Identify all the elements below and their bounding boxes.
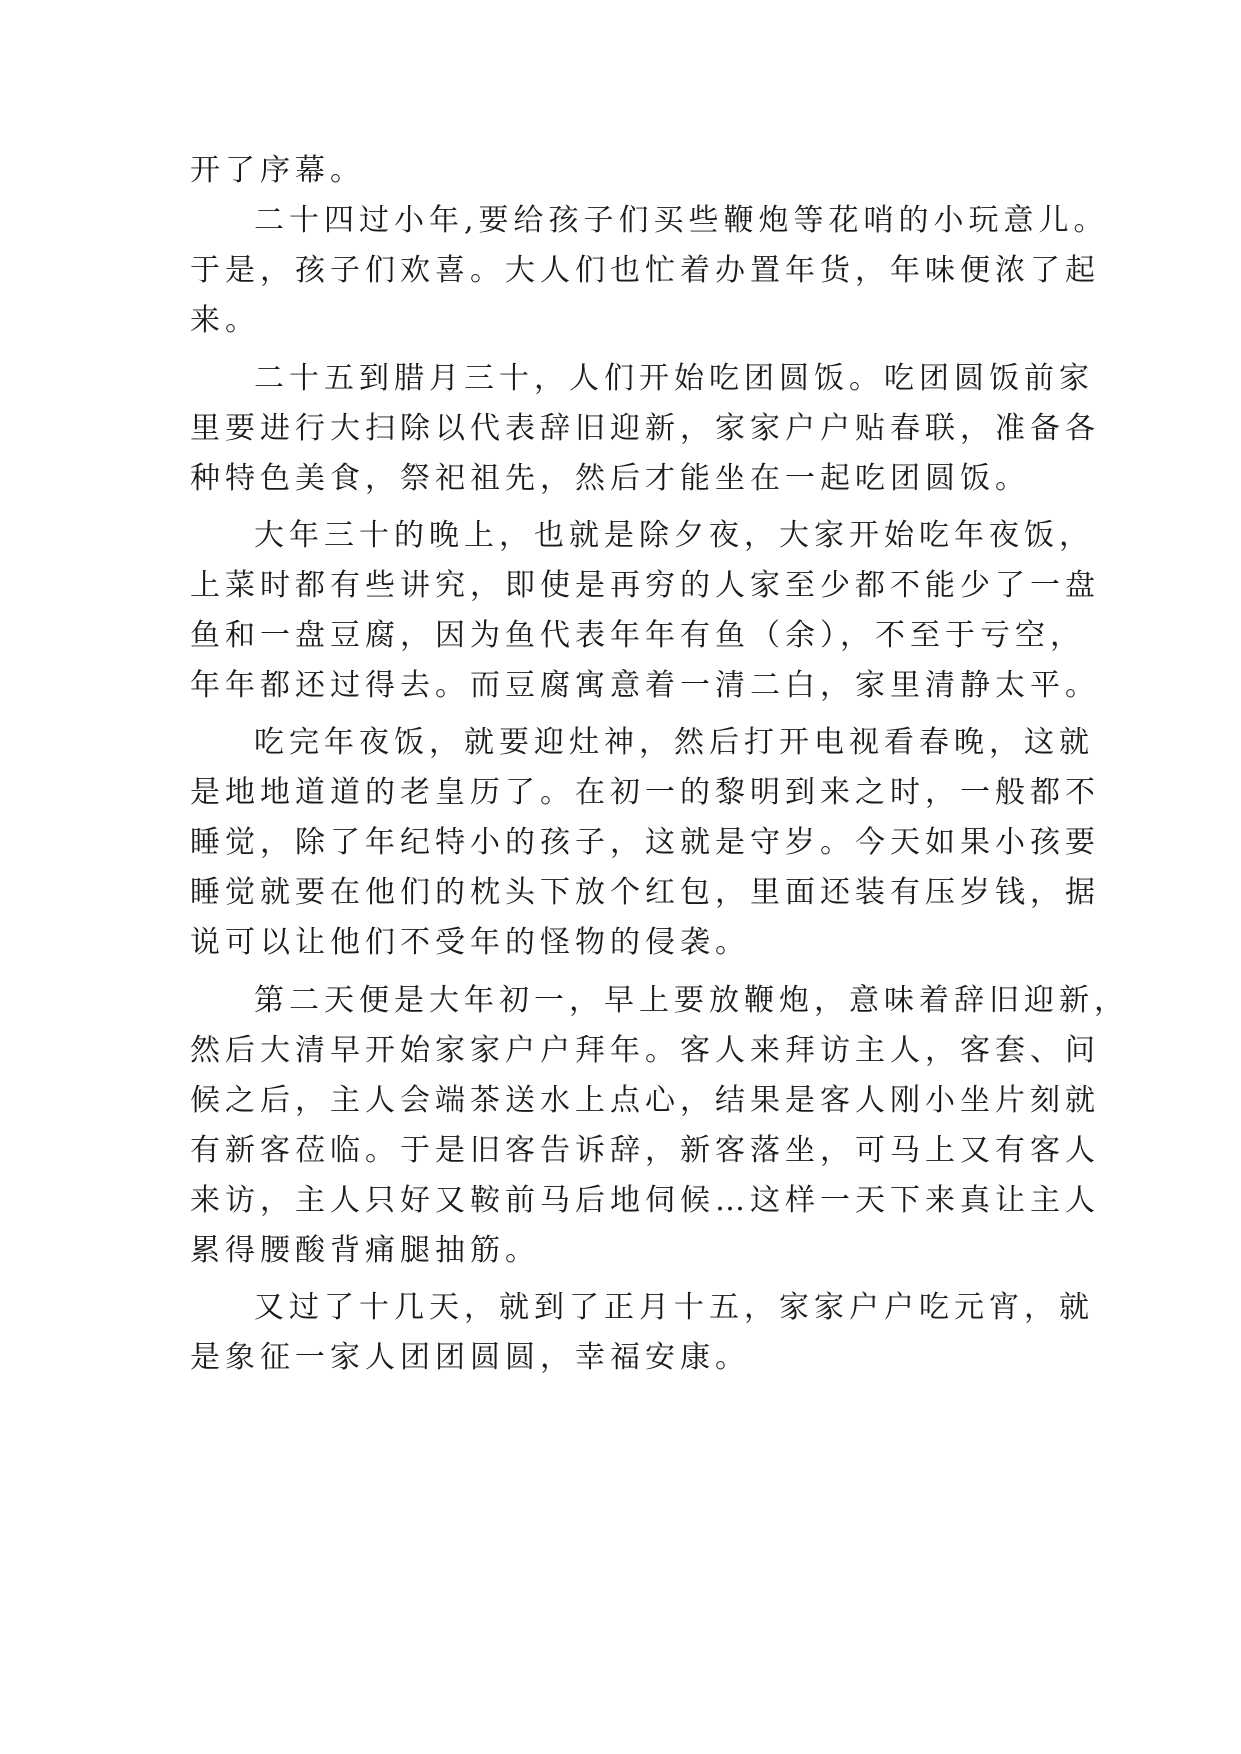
text-line: 第二天便是大年初一，早上要放鞭炮，意味着辞旧迎新， xyxy=(254,983,1129,1018)
text-line: 说可以让他们不受年的怪物的侵袭。 xyxy=(190,925,750,960)
text-line: 种特色美食，祭祀祖先，然后才能坐在一起吃团圆饭。 xyxy=(190,461,1030,496)
text-line: 里要进行大扫除以代表辞旧迎新，家家户户贴春联，准备各 xyxy=(190,411,1100,446)
text-line: 大年三十的晚上，也就是除夕夜，大家开始吃年夜饭， xyxy=(254,518,1094,553)
text-line: 候之后，主人会端茶送水上点心，结果是客人刚小坐片刻就 xyxy=(190,1083,1100,1118)
text-line: 睡觉，除了年纪特小的孩子，这就是守岁。今天如果小孩要 xyxy=(190,825,1100,860)
text-line: 年年都还过得去。而豆腐寓意着一清二白，家里清静太平。 xyxy=(190,668,1100,703)
text-line: 然后大清早开始家家户户拜年。客人来拜访主人，客套、问 xyxy=(190,1033,1100,1068)
text-line: 是地地道道的老皇历了。在初一的黎明到来之时，一般都不 xyxy=(190,775,1100,810)
text-line: 上菜时都有些讲究，即使是再穷的人家至少都不能少了一盘 xyxy=(190,568,1100,603)
text-line: 有新客莅临。于是旧客告诉辞，新客落坐，可马上又有客人 xyxy=(190,1133,1100,1168)
text-line: 是象征一家人团团圆圆，幸福安康。 xyxy=(190,1340,750,1375)
text-line: 二十五到腊月三十，人们开始吃团圆饭。吃团圆饭前家 xyxy=(254,361,1094,396)
text-line: 二十四过小年,要给孩子们买些鞭炮等花哨的小玩意儿。 xyxy=(254,203,1109,238)
text-line: 睡觉就要在他们的枕头下放个红包，里面还装有压岁钱，据 xyxy=(190,875,1100,910)
text-line: 开了序幕。 xyxy=(190,153,365,188)
text-line: 累得腰酸背痛腿抽筋。 xyxy=(190,1233,540,1268)
text-line: 来访，主人只好又鞍前马后地伺候…这样一天下来真让主人 xyxy=(190,1183,1100,1218)
text-line: 来。 xyxy=(190,303,260,338)
text-line: 又过了十几天，就到了正月十五，家家户户吃元宵，就 xyxy=(254,1290,1094,1325)
text-line: 鱼和一盘豆腐，因为鱼代表年年有鱼（余），不至于亏空， xyxy=(190,618,1085,653)
text-line: 于是，孩子们欢喜。大人们也忙着办置年货，年味便浓了起 xyxy=(190,253,1100,288)
text-line: 吃完年夜饭，就要迎灶神，然后打开电视看春晚，这就 xyxy=(254,725,1094,760)
